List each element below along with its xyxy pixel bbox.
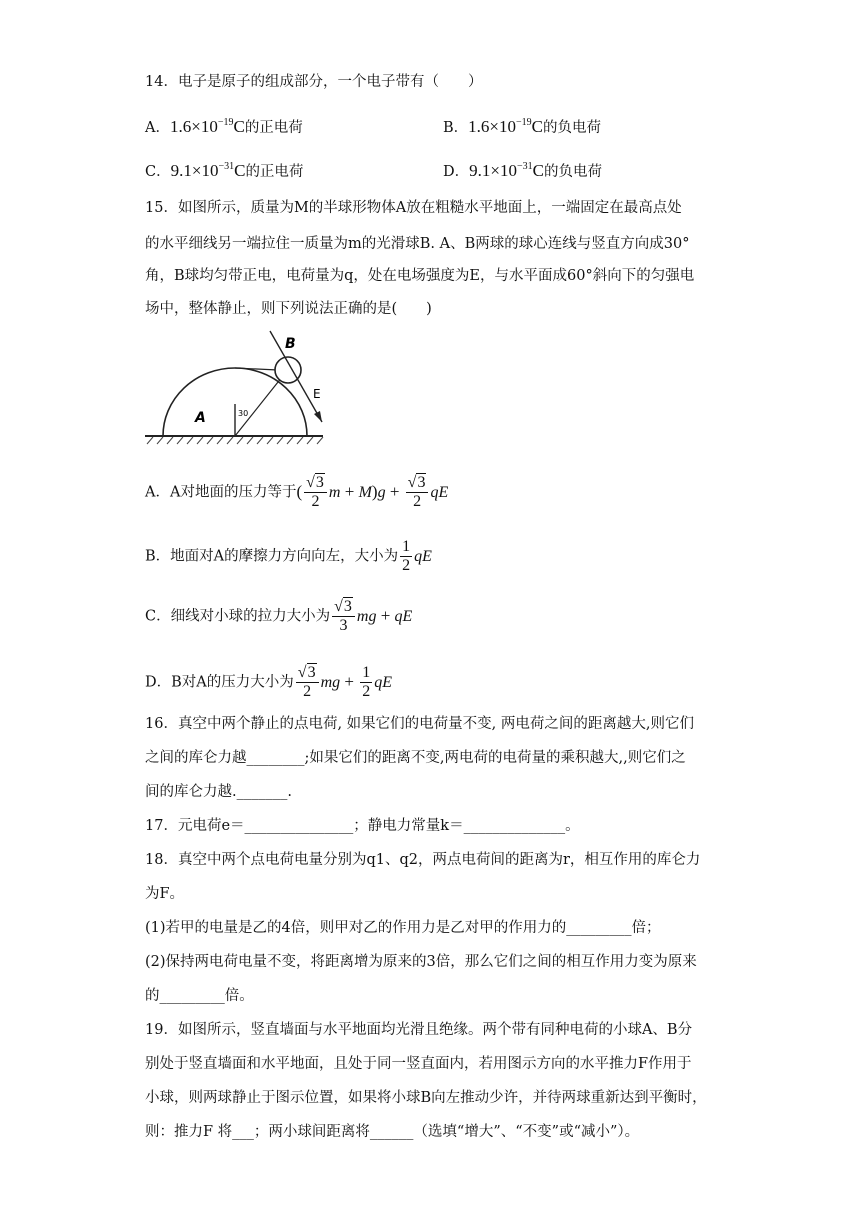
option-label: D． [145,674,172,691]
option-exponent: −19 [217,117,234,128]
option-label: C． [145,164,171,180]
q15-option-b [145,538,432,575]
q16-line-3: 间的库仑力越._______. [145,784,292,800]
option-label: B． [443,120,469,136]
q14-option-a [145,113,303,138]
q18-line-3: (1)若甲的电量是乙的4倍，则甲对乙的作用力是乙对甲的作用力的_________倍； [145,920,661,936]
q15-stem-line-3: 角，B球均匀带正电，电荷量为q，处在电场强度为E，与水平面成60°斜向下的匀强电 [145,268,695,284]
option-unit: C [234,161,246,180]
option-value: 9.1×10 [170,161,219,180]
q16-line-1: 16．真空中两个静止的点电荷, 如果它们的电荷量不变, 两电荷之间的距离越大,则它们 [145,716,694,732]
q15-stem-line-4: 场中，整体静止，则下列说法正确的是( ) [145,301,432,317]
q16-line-2: 之间的库仑力越________;如果它们的距离不变,两电荷的电荷量的乘积越大,,则它们之 [145,750,686,766]
option-value: 1.6×10 [169,117,218,136]
q19-line-3: 小球，则两球静止于图示位置，如果将小球B向左推动少许，并待两球重新达到平衡时， [145,1090,707,1106]
option-unit: C [531,117,543,136]
q14-option-d [443,157,602,182]
label-a: A [195,410,206,426]
option-exponent: −31 [218,161,235,172]
q19-line-1: 19．如图所示，竖直墙面与水平地面均光滑且绝缘。两个带有同种电荷的小球A、B分 [145,1022,693,1038]
q18-line-2: 为F。 [145,886,185,902]
q18-line-1: 18．真空中两个点电荷电量分别为q1、q2，两点电荷间的距离为r，相互作用的库仑力 [145,852,701,868]
option-label: B． [145,548,171,565]
option-exponent: −31 [516,161,533,172]
q18-line-5: 的_________倍。 [145,988,254,1004]
q14-option-b [443,113,601,138]
q19-line-2: 别处于竖直墙面和水平地面，且处于同一竖直面内，若用图示方向的水平推力F作用于 [145,1056,692,1072]
option-value: 1.6×10 [468,117,516,136]
option-text: 的负电荷 [543,164,602,180]
q17-line: 17．元电荷e＝_______________；静电力常量k＝______________。 [145,818,580,834]
option-exponent: −19 [516,117,532,128]
option-unit: C [532,161,544,180]
option-text: 地面对A的摩擦力方向向左，大小为 [170,548,399,565]
q14-option-c [145,157,303,182]
q15-option-d [145,664,392,701]
option-formula: ( $\frac{√3}{2}$ m + M)g + $\frac{√3}{2}$ qE [296,474,449,510]
option-formula: $\frac{1}{2}$ qE [402,538,432,574]
option-text: A对地面的压力等于 [169,484,297,501]
option-value: 9.1×10 [469,161,517,180]
option-text: 的正电荷 [245,164,304,180]
option-label: D． [443,164,470,180]
hemisphere-figure [145,326,325,448]
q15-option-a [145,474,448,511]
label-e: E [313,387,321,401]
option-label: A． [145,484,170,501]
option-text: 的负电荷 [542,120,601,136]
q15-stem-line-2: 的水平细线另一端拉住一质量为m的光滑球B. A、B两球的球心连线与竖直方向成30° [145,236,690,252]
option-text: B对A的压力大小为 [171,674,294,691]
option-formula: $\frac{√3}{3}$ mg + qE [334,598,413,634]
label-b: B [285,336,296,352]
q14-stem: 14．电子是原子的组成部分，一个电子带有（ ） [145,74,483,90]
option-text: 细线对小球的拉力大小为 [170,608,331,625]
q18-line-4: (2)保持两电荷电量不变，将距离增为原来的3倍，那么它们之间的相互作用力变为原来 [145,954,697,970]
q15-option-c [145,598,412,635]
label-angle: 30 [238,409,249,418]
option-formula: $\frac{√3}{2}$ mg + $\frac{1}{2}$ qE [297,664,392,700]
option-unit: C [233,117,245,136]
q19-line-4: 则：推力F 将___；两小球间距离将______（选填“增大”、“不变”或“减小”）。 [145,1124,640,1140]
option-text: 的正电荷 [244,120,303,136]
option-label: A． [145,120,170,136]
q15-stem-line-1: 15．如图所示，质量为M的半球形物体A放在粗糙水平地面上，一端固定在最高点处 [145,200,682,216]
option-label: C． [145,608,171,625]
